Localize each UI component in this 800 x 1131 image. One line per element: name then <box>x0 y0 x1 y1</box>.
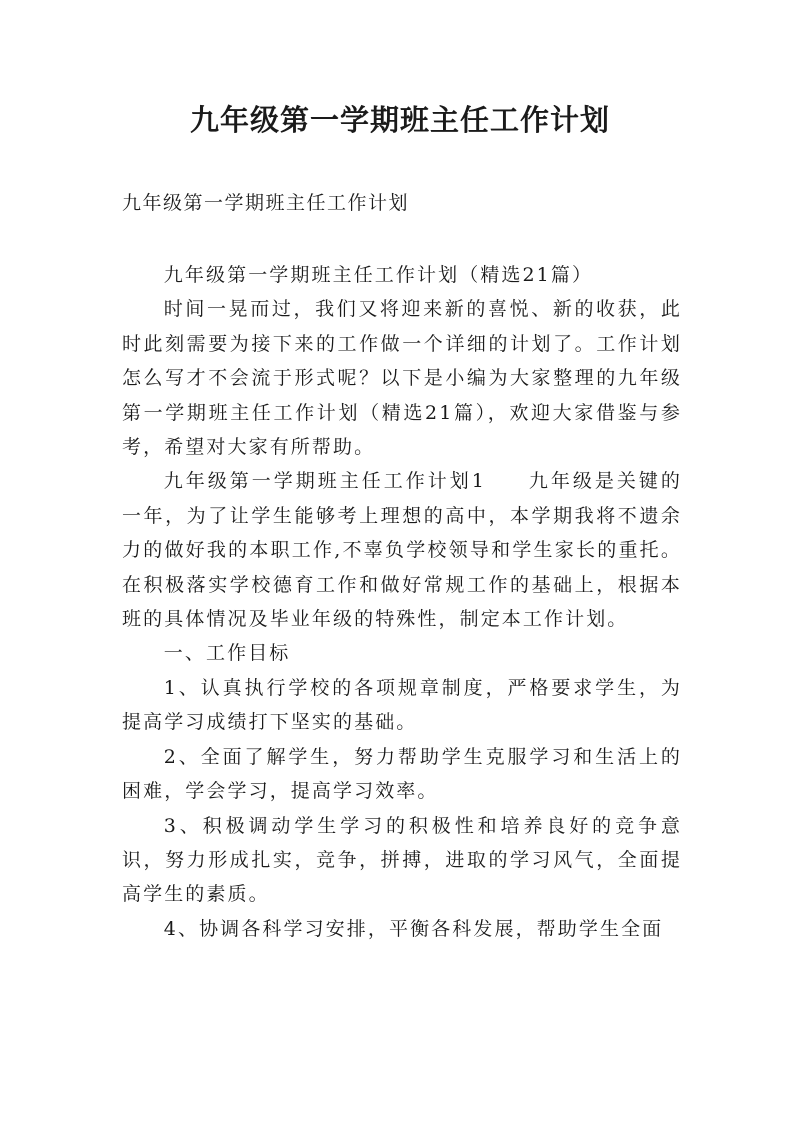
document-title: 九年级第一学期班主任工作计划 <box>189 103 610 137</box>
goal-item-1: 1、认真执行学校的各项规章制度，严格要求学生，为提高学习成绩打下坚实的基础。 <box>122 676 682 734</box>
document-body <box>122 258 682 946</box>
goal-item-4: 4、协调各科学习安排，平衡各科发展，帮助学生全面 <box>163 917 664 940</box>
paragraph-intro: 时间一晃而过，我们又将迎来新的喜悦、新的收获，此时此刻需要为接下来的工作做一个详细的计划了。工作计划怎么写才不会流于形式呢？以下是小编为大家整理的九年级第一学期班主任工作计划（精选21篇），欢迎大家借鉴与参考，希望对大家有所帮助。 <box>122 298 682 459</box>
plan-1-heading: 九年级第一学期班主任工作计划1 <box>163 470 486 493</box>
section-heading-goals: 一、工作目标 <box>163 642 291 665</box>
goal-item-3: 3、积极调动学生学习的积极性和培养良好的竞争意识，努力形成扎实，竞争，拼搏，进取的学习风气，全面提高学生的素质。 <box>122 814 682 906</box>
document-subtitle: 九年级第一学期班主任工作计划 <box>122 192 410 214</box>
paragraph-intro-heading: 九年级第一学期班主任工作计划（精选21篇） <box>163 264 594 286</box>
plan-1-body: 九年级是关键的一年，为了让学生能够考上理想的高中，本学期我将不遗余力的做好我的本职工作,不辜负学校领导和学生家长的重托。在积极落实学校德育工作和做好常规工作的基础上，根据本班的具体情况及毕业年级的特殊性，制定本工作计划。 <box>122 470 683 631</box>
paragraph-plan-1 <box>122 464 682 636</box>
goal-item-2: 2、全面了解学生，努力帮助学生克服学习和生活上的困难，学会学习，提高学习效率。 <box>122 745 682 803</box>
